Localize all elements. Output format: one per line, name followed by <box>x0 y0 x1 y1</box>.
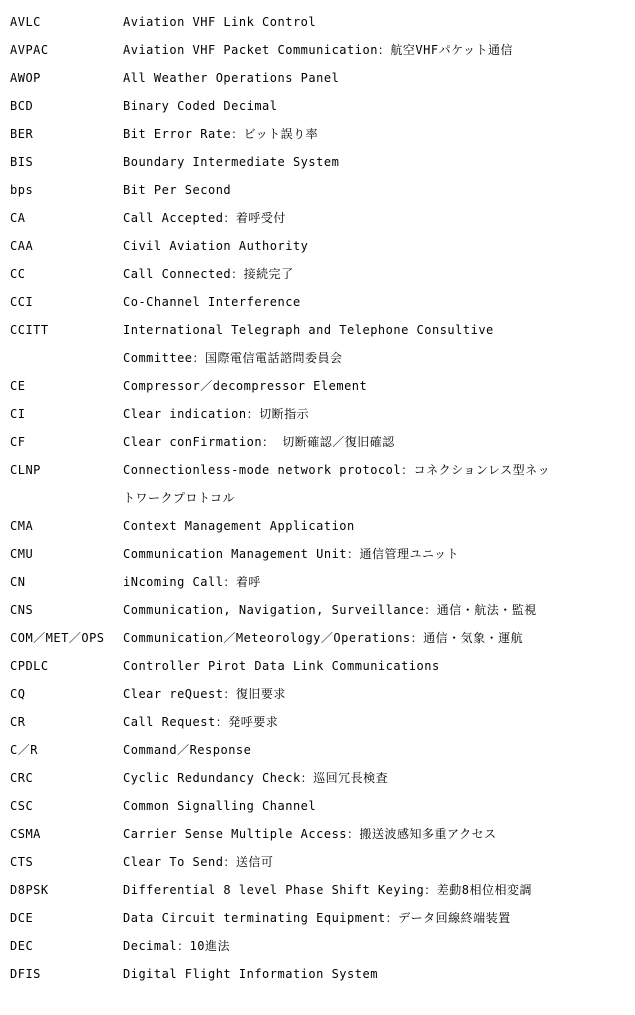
abbreviation: DFIS <box>10 967 41 981</box>
glossary-entry <box>0 400 635 428</box>
glossary-entry <box>0 652 635 680</box>
glossary-entry <box>0 204 635 232</box>
glossary-entry <box>0 764 635 792</box>
definition: Civil Aviation Authority <box>123 239 309 253</box>
abbreviation: BCD <box>10 99 34 113</box>
abbreviation: CTS <box>10 855 34 869</box>
abbreviation: CMU <box>10 547 34 561</box>
glossary-entry <box>0 708 635 736</box>
definition: Common Signalling Channel <box>123 799 317 813</box>
definition: Data Circuit terminating Equipment：データ回線終端装置 <box>123 911 511 925</box>
abbreviation: CCI <box>10 295 34 309</box>
glossary-entry <box>0 372 635 400</box>
abbreviation: CSC <box>10 799 34 813</box>
glossary-entry <box>0 8 635 36</box>
abbreviation: AVPAC <box>10 43 49 57</box>
definition: Compressor／decompressor Element <box>123 379 368 393</box>
abbreviation: CE <box>10 379 26 393</box>
abbreviation: D8PSK <box>10 883 49 897</box>
glossary-entry-continuation <box>0 344 635 372</box>
abbreviation: AVLC <box>10 15 41 29</box>
definition: Clear conFirmation： 切断確認／復旧確認 <box>123 435 395 449</box>
definition: Call Accepted：着呼受付 <box>123 211 286 225</box>
abbreviation: CSMA <box>10 827 41 841</box>
glossary-entry <box>0 932 635 960</box>
glossary-entry <box>0 260 635 288</box>
definition: All Weather Operations Panel <box>123 71 340 85</box>
abbreviation: CLNP <box>10 463 41 477</box>
definition: Context Management Application <box>123 519 355 533</box>
glossary-entry <box>0 596 635 624</box>
definition: Clear indication：切断指示 <box>123 407 310 421</box>
definition: Bit Per Second <box>123 183 232 197</box>
glossary-entry <box>0 848 635 876</box>
abbreviation: COM／MET／OPS <box>10 631 105 645</box>
glossary-entry <box>0 568 635 596</box>
glossary-entry <box>0 876 635 904</box>
definition: iNcoming Call：着呼 <box>123 575 261 589</box>
glossary-entry <box>0 428 635 456</box>
abbreviation: CC <box>10 267 26 281</box>
glossary-entry <box>0 120 635 148</box>
definition: Clear To Send：送信可 <box>123 855 274 869</box>
abbreviation: CA <box>10 211 26 225</box>
definition: Cyclic Redundancy Check：巡回冗長検査 <box>123 771 389 785</box>
definition: Carrier Sense Multiple Access：搬送波感知多重アクセス <box>123 827 497 841</box>
glossary-entry <box>0 512 635 540</box>
glossary-entry <box>0 792 635 820</box>
definition: Clear reQuest：復旧要求 <box>123 687 286 701</box>
definition: Boundary Intermediate System <box>123 155 340 169</box>
abbreviation: CN <box>10 575 26 589</box>
abbreviation: bps <box>10 183 34 197</box>
glossary-entry <box>0 316 635 344</box>
glossary-entry <box>0 960 635 988</box>
abbreviation: BER <box>10 127 34 141</box>
definition: Bit Error Rate：ビット誤り率 <box>123 127 319 141</box>
glossary-entry <box>0 288 635 316</box>
glossary-entry <box>0 540 635 568</box>
definition: Aviation VHF Packet Communication：航空VHFパケット通信 <box>123 43 513 57</box>
definition-continuation: Committee：国際電信電話諮問委員会 <box>123 351 343 365</box>
abbreviation: DEC <box>10 939 34 953</box>
definition: Communication Management Unit：通信管理ユニット <box>123 547 460 561</box>
definition: Call Connected：接続完了 <box>123 267 294 281</box>
definition: Differential 8 level Phase Shift Keying：差動8相位相変調 <box>123 883 532 897</box>
definition: Call Request：発呼要求 <box>123 715 279 729</box>
abbreviation: C／R <box>10 743 38 757</box>
abbreviation: CQ <box>10 687 26 701</box>
glossary-entry <box>0 92 635 120</box>
abbreviation: CF <box>10 435 26 449</box>
abbreviation: AWOP <box>10 71 41 85</box>
glossary-entry <box>0 680 635 708</box>
glossary-entry <box>0 456 635 484</box>
definition: Decimal：10進法 <box>123 939 231 953</box>
definition: Aviation VHF Link Control <box>123 15 317 29</box>
glossary-entry <box>0 148 635 176</box>
glossary-entry <box>0 624 635 652</box>
glossary-list <box>0 8 635 988</box>
glossary-entry-continuation <box>0 484 635 512</box>
definition: Controller Pirot Data Link Communications <box>123 659 440 673</box>
glossary-entry <box>0 36 635 64</box>
abbreviation: CPDLC <box>10 659 49 673</box>
glossary-entry <box>0 736 635 764</box>
definition: Connectionless-mode network protocol：コネクションレス型ネッ <box>123 463 551 477</box>
abbreviation: CNS <box>10 603 34 617</box>
abbreviation: DCE <box>10 911 34 925</box>
glossary-entry <box>0 232 635 260</box>
abbreviation: CAA <box>10 239 34 253</box>
abbreviation: CR <box>10 715 26 729</box>
abbreviation: CI <box>10 407 26 421</box>
abbreviation: CCITT <box>10 323 49 337</box>
abbreviation: BIS <box>10 155 34 169</box>
definition: International Telegraph and Telephone Consultive <box>123 323 494 337</box>
glossary-entry <box>0 904 635 932</box>
definition: Communication／Meteorology／Operations：通信・気象・運航 <box>123 631 524 645</box>
abbreviation: CRC <box>10 771 34 785</box>
glossary-entry <box>0 176 635 204</box>
definition: Command／Response <box>123 743 252 757</box>
glossary-entry <box>0 820 635 848</box>
definition: Co-Channel Interference <box>123 295 301 309</box>
definition: Digital Flight Information System <box>123 967 378 981</box>
definition: Binary Coded Decimal <box>123 99 278 113</box>
definition-continuation: トワークプロトコル <box>123 491 236 505</box>
abbreviation: CMA <box>10 519 34 533</box>
glossary-entry <box>0 64 635 92</box>
definition: Communication, Navigation, Surveillance：通信・航法・監視 <box>123 603 537 617</box>
